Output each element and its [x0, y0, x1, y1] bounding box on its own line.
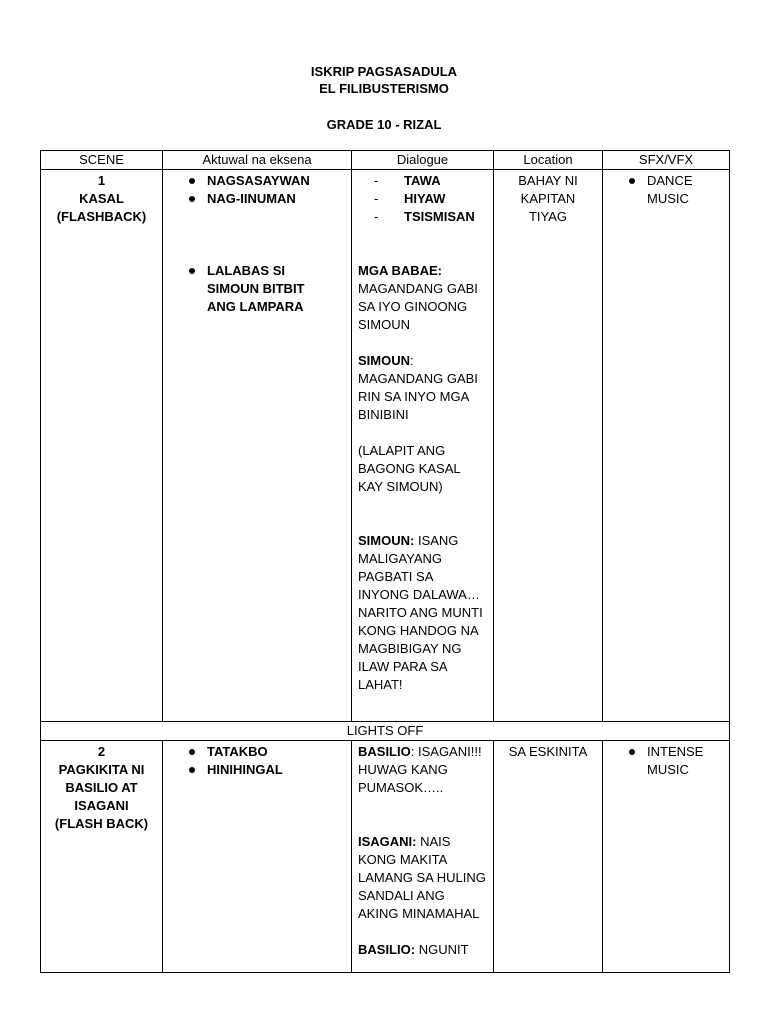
sfx-cell	[603, 170, 730, 722]
list-item: NAG-IINUMAN	[189, 190, 345, 208]
script-table	[40, 150, 730, 973]
speaker-colon: :	[410, 744, 415, 759]
scene-number: 1	[97, 173, 106, 188]
dialogue-block	[358, 743, 487, 797]
dialogue-line: NAIS KONG MAKITA LAMANG SA HULING SANDALI ANG AKING MINAMAHAL	[358, 834, 486, 921]
list-item: HINIHINGAL	[189, 761, 345, 779]
document-title: ISKRIP PAGSASADULA	[310, 64, 458, 79]
speaker-name: SIMOUN:	[358, 533, 415, 548]
sound-list	[358, 172, 487, 226]
dialogue-line: MAGANDANG GABI RIN SA INYO MGA BINIBINI	[358, 371, 478, 422]
list-item: - TSISMISAN	[374, 208, 487, 226]
scene-number: 2	[97, 744, 106, 759]
document-subtitle: EL FILIBUSTERISMO	[319, 81, 449, 96]
dialogue-line: ISANG MALIGAYANG PAGBATI SA INYONG DALAWA… NARITO ANG MUNTI KONG HANDOG NA MAGBIBIGAY NG ILAW PARA SA LAHAT!	[358, 533, 483, 692]
sfx-list	[609, 172, 723, 208]
action-cell	[163, 741, 352, 973]
list-item: NAGSASAYWAN	[189, 172, 345, 190]
list-item: - TAWA	[374, 172, 487, 190]
dialogue-block	[358, 352, 487, 424]
header-row	[41, 151, 730, 170]
location-cell: BAHAY NI KAPITAN TIYAG	[494, 170, 603, 722]
list-item: DANCE MUSIC	[629, 172, 723, 208]
dialogue-block	[358, 941, 487, 959]
scene-note: (FLASH BACK)	[54, 816, 149, 831]
dialogue-block	[358, 833, 487, 923]
list-item: INTENSE MUSIC	[629, 743, 723, 779]
scene-name: PAGKIKITA NI BASILIO AT ISAGANI	[58, 762, 145, 813]
list-item: LALABAS SI SIMOUN BITBIT ANG LAMPARA	[189, 262, 309, 316]
table-row-scene-1	[41, 170, 730, 722]
speaker-name: ISAGANI:	[358, 834, 417, 849]
list-item: TATAKBO	[189, 743, 345, 761]
scene-cell	[41, 170, 163, 722]
dialogue-block	[358, 262, 487, 334]
stage-direction: (LALAPIT ANG BAGONG KASAL KAY SIMOUN)	[358, 443, 461, 494]
action-cell	[163, 170, 352, 722]
col-action-header: Aktuwal na eksena	[163, 151, 352, 170]
location-cell: SA ESKINITA	[494, 741, 603, 973]
scene-name: KASAL	[79, 191, 124, 206]
col-location-header: Location	[494, 151, 603, 170]
action-list	[169, 172, 345, 208]
grade-heading: GRADE 10 - RIZAL	[326, 117, 442, 132]
col-dialogue-header: Dialogue	[352, 151, 494, 170]
speaker-colon: :	[410, 353, 414, 368]
sfx-list	[609, 743, 723, 779]
scene-note: (FLASHBACK)	[56, 209, 147, 224]
action-list	[169, 262, 309, 316]
scene-cell	[41, 741, 163, 973]
list-item: - HIYAW	[374, 190, 487, 208]
sfx-cell	[603, 741, 730, 973]
dialogue-line: MAGANDANG GABI SA IYO GINOONG SIMOUN	[358, 281, 478, 332]
table-row-scene-2	[41, 741, 730, 973]
transition-row	[41, 722, 730, 741]
speaker-name: BASILIO	[358, 744, 411, 759]
col-scene-header: SCENE	[41, 151, 163, 170]
speaker-name: SIMOUN	[358, 353, 410, 368]
action-list	[169, 743, 345, 779]
dialogue-line: ISAGANI!!! HUWAG KANG PUMASOK…..	[358, 744, 482, 795]
speaker-name: MGA BABAE:	[358, 263, 443, 278]
speaker-name: BASILIO:	[358, 942, 416, 957]
lights-off-cell: LIGHTS OFF	[41, 722, 730, 741]
dialogue-cell	[352, 741, 494, 973]
col-sfx-header: SFX/VFX	[603, 151, 730, 170]
dialogue-cell	[352, 170, 494, 722]
dialogue-line: NGUNIT	[418, 942, 469, 957]
dialogue-block	[358, 532, 487, 694]
